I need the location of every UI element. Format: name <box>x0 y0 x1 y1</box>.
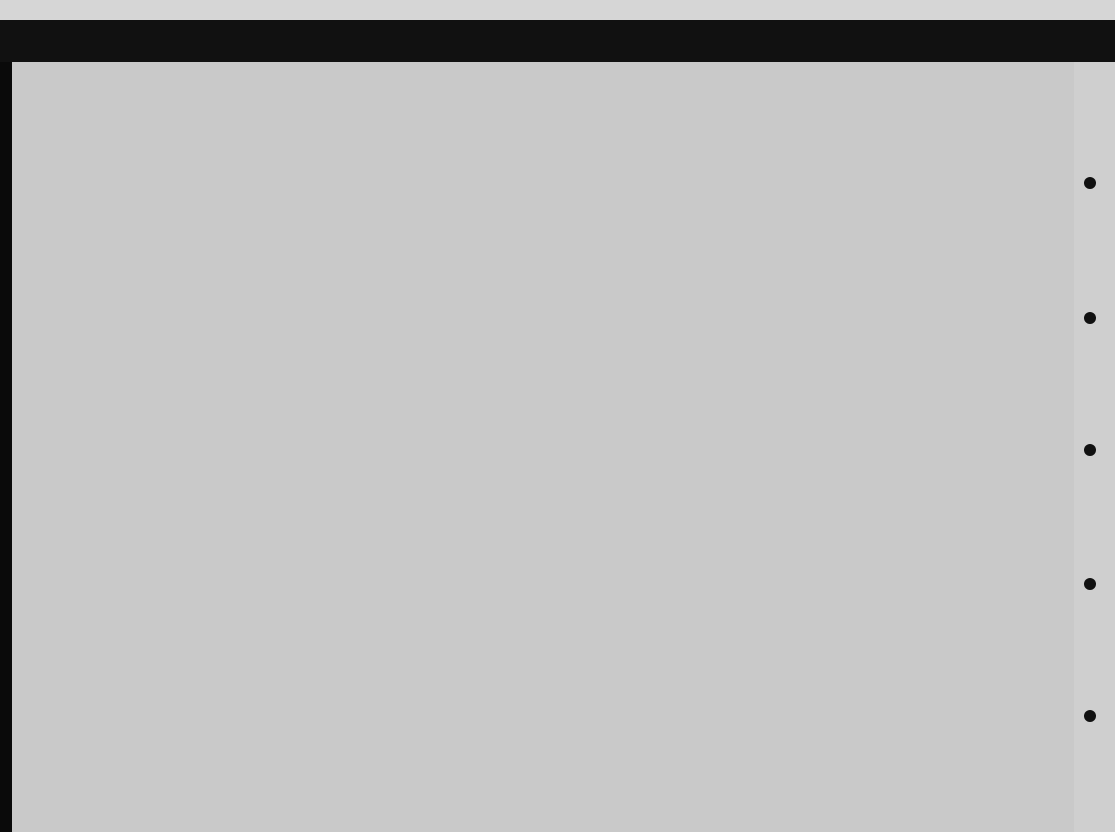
punch-hole <box>1084 710 1096 722</box>
punch-hole <box>1084 578 1096 590</box>
punch-hole <box>1084 177 1096 189</box>
film-dark-band <box>0 20 1115 62</box>
census-sheet <box>12 62 1074 832</box>
film-edge-top <box>0 0 1115 20</box>
ledger-grid <box>12 62 1074 832</box>
punch-hole <box>1084 444 1096 456</box>
punch-hole <box>1084 312 1096 324</box>
